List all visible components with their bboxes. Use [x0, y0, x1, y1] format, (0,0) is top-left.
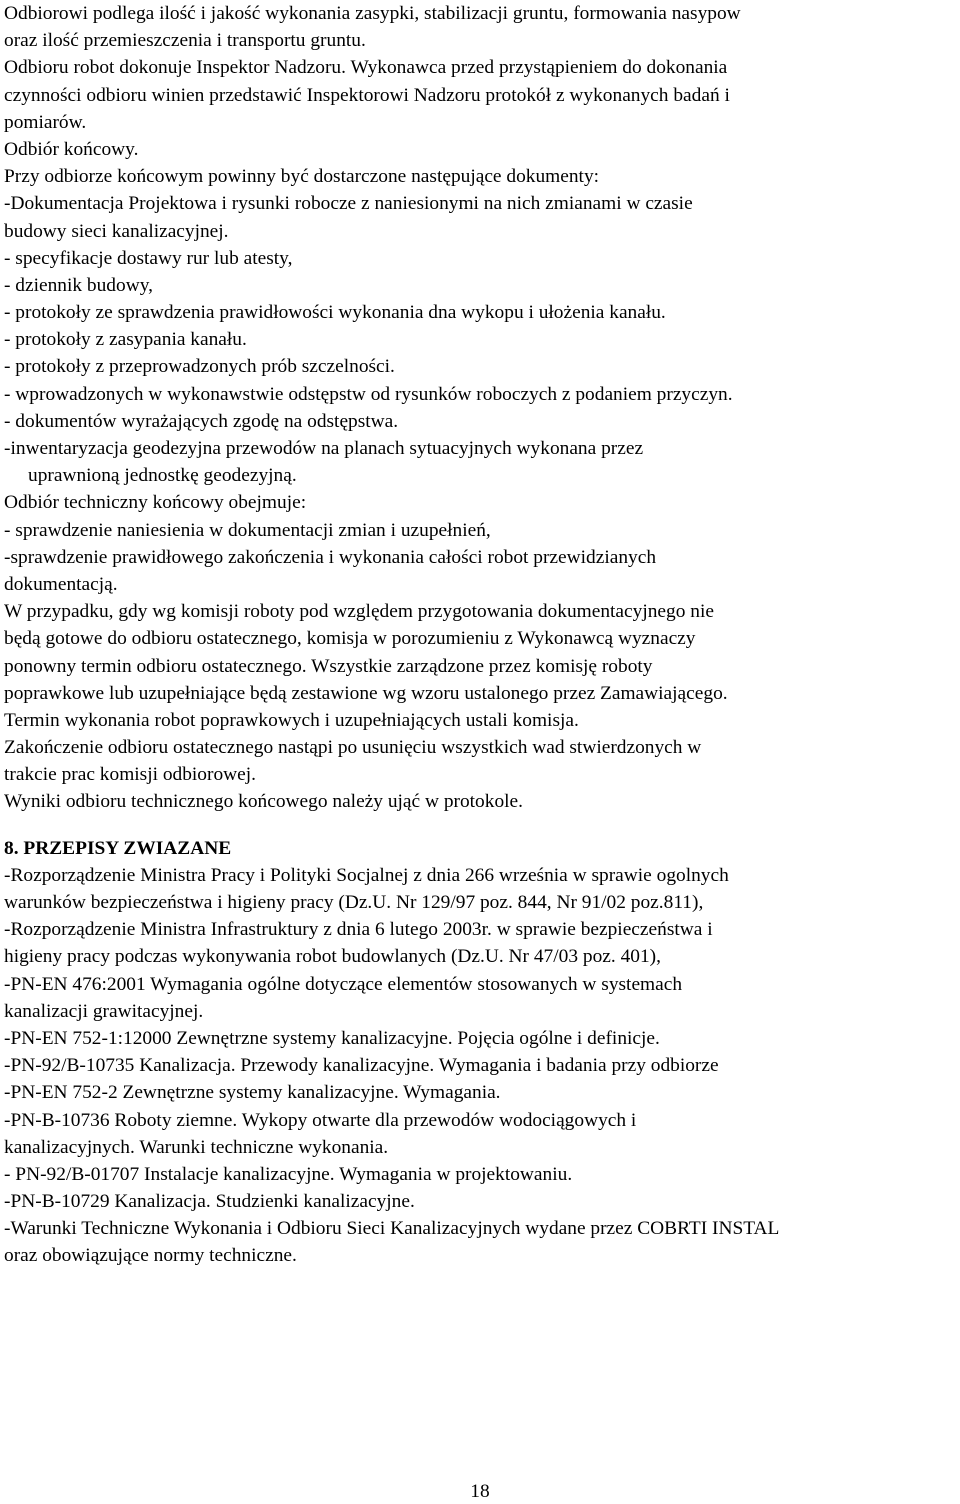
- text-line: poprawkowe lub uzupełniające będą zestawione wg wzoru ustalonego przez Zamawiającego.: [4, 682, 728, 704]
- list-item: - specyfikacje dostawy rur lub atesty,: [4, 247, 293, 269]
- regulation-item: warunków bezpieczeństwa i higieny pracy (Dz.U. Nr 129/97 poz. 844, Nr 91/02 poz.811),: [4, 892, 704, 913]
- document-page: [4, 0, 958, 1270]
- section-spacer: [4, 816, 958, 835]
- text-line: dokumentacją.: [4, 573, 118, 595]
- text-line: Odbiór techniczny końcowy obejmuje:: [4, 492, 307, 514]
- text-line: Zakończenie odbioru ostatecznego nastąpi po usunięciu wszystkich wad stwierdzonych w: [4, 737, 702, 759]
- regulation-item: -PN-92/B-10735 Kanalizacja. Przewody kanalizacyjne. Wymagania i badania przy odbiorze: [4, 1055, 719, 1077]
- list-item: - protokoły z zasypania kanału.: [4, 329, 247, 351]
- regulation-item: kanalizacji grawitacyjnej.: [4, 1000, 204, 1022]
- list-item: - dziennik budowy,: [4, 274, 153, 296]
- regulations-section: [4, 835, 958, 1270]
- text-line: ponowny termin odbioru ostatecznego. Wszystkie zarządzone przez komisję roboty: [4, 655, 653, 677]
- regulation-item: -Rozporządzenie Ministra Pracy i Polityki Socjalnej z dnia 266 września w sprawie ogolnych: [4, 864, 729, 886]
- text-line: oraz ilość przemieszczenia i transportu gruntu.: [4, 30, 366, 52]
- regulation-item: oraz obowiązujące normy techniczne.: [4, 1245, 297, 1267]
- list-item-continuation: uprawnioną jednostkę geodezyjną.: [28, 465, 297, 487]
- text-line: W przypadku, gdy wg komisji roboty pod względem przygotowania dokumentacyjnego nie: [4, 601, 714, 623]
- text-line: trakcie prac komisji odbiorowej.: [4, 764, 257, 786]
- text-line: Odbiorowi podlega ilość i jakość wykonania zasypki, stabilizacji gruntu, formowania nasypow: [4, 3, 741, 24]
- regulation-item: -Rozporządzenie Ministra Infrastruktury z dnia 6 lutego 2003r. w sprawie bezpieczeństwa i: [4, 919, 713, 941]
- text-line: Wyniki odbioru technicznego końcowego należy ująć w protokole.: [4, 791, 523, 813]
- list-item: - protokoły ze sprawdzenia prawidłowości wykonania dna wykopu i ułożenia kanału.: [4, 302, 666, 324]
- text-line: -Dokumentacja Projektowa i rysunki robocze z naniesionymi na nich zmianami w czasie: [4, 193, 693, 215]
- text-line: Przy odbiorze końcowym powinny być dostarczone następujące dokumenty:: [4, 166, 600, 188]
- regulation-item: - PN-92/B-01707 Instalacje kanalizacyjne. Wymagania w projektowaniu.: [4, 1163, 573, 1185]
- text-line: budowy sieci kanalizacyjnej.: [4, 220, 229, 242]
- list-item: -sprawdzenie prawidłowego zakończenia i wykonania całości robot przewidzianych: [4, 546, 657, 568]
- text-line: pomiarów.: [4, 111, 87, 133]
- list-item: - dokumentów wyrażających zgodę na odstępstwa.: [4, 410, 399, 432]
- list-item: - wprowadzonych w wykonawstwie odstępstw od rysunków roboczych z podaniem przyczyn.: [4, 383, 733, 405]
- acceptance-section: [4, 0, 958, 816]
- section-heading: 8. PRZEPISY ZWIAZANE: [4, 837, 232, 859]
- regulation-item: -PN-EN 752-2 Zewnętrzne systemy kanalizacyjne. Wymagania.: [4, 1082, 501, 1104]
- regulation-item: -PN-B-10736 Roboty ziemne. Wykopy otwarte dla przewodów wodociągowych i: [4, 1109, 637, 1131]
- regulation-item: higieny pracy podczas wykonywania robot budowlanych (Dz.U. Nr 47/03 poz. 401),: [4, 946, 661, 968]
- list-item: - protokoły z przeprowadzonych prób szczelności.: [4, 356, 395, 378]
- text-line: będą gotowe do odbioru ostatecznego, komisja w porozumieniu z Wykonawcą wyznaczy: [4, 628, 696, 650]
- regulation-item: -Warunki Techniczne Wykonania i Odbioru Sieci Kanalizacyjnych wydane przez COBRTI INSTAL: [4, 1218, 780, 1240]
- list-item: - sprawdzenie naniesienia w dokumentacji zmian i uzupełnień,: [4, 519, 491, 541]
- text-line: Odbioru robot dokonuje Inspektor Nadzoru. Wykonawca przed przystąpieniem do dokonania: [4, 57, 728, 79]
- regulation-item: -PN-EN 476:2001 Wymagania ogólne dotyczące elementów stosowanych w systemach: [4, 973, 683, 995]
- list-item: -inwentaryzacja geodezyjna przewodów na planach sytuacyjnych wykonana przez: [4, 438, 644, 459]
- text-line: Termin wykonania robot poprawkowych i uzupełniających ustali komisja.: [4, 709, 579, 731]
- regulation-item: -PN-B-10729 Kanalizacja. Studzienki kanalizacyjne.: [4, 1191, 415, 1213]
- regulation-item: -PN-EN 752-1:12000 Zewnętrzne systemy kanalizacyjne. Pojęcia ogólne i definicje.: [4, 1027, 660, 1049]
- text-line: czynności odbioru winien przedstawić Inspektorowi Nadzoru protokół z wykonanych badań i: [4, 84, 730, 106]
- text-line: Odbiór końcowy.: [4, 138, 139, 160]
- page-number: 18: [470, 1481, 490, 1502]
- regulation-item: kanalizacyjnych. Warunki techniczne wykonania.: [4, 1136, 389, 1158]
